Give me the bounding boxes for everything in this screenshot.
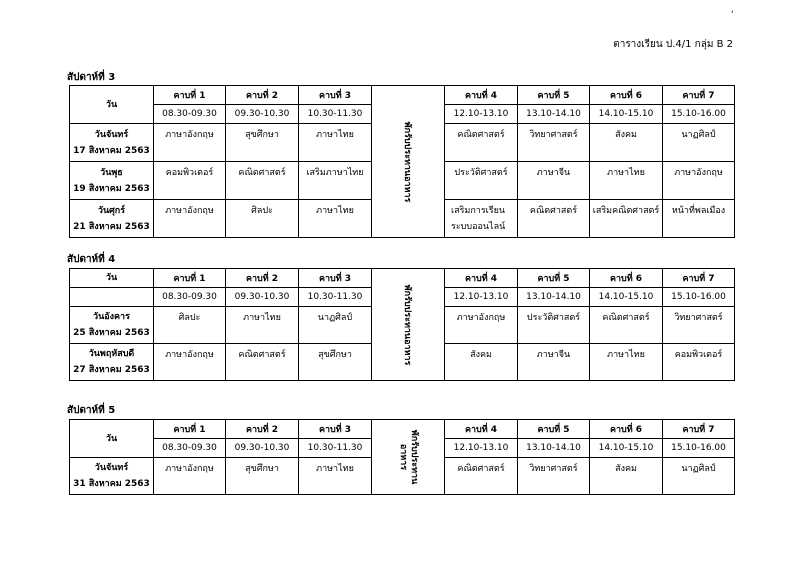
subject-cell: ภาษาอังกฤษ xyxy=(445,307,518,344)
period-2-time: 09.30-10.30 xyxy=(226,105,299,124)
subject-cell: ประวัติศาสตร์ xyxy=(518,307,590,344)
period-3-header: คาบที่ 3 xyxy=(299,420,372,439)
period-5-time: 13.10-14.10 xyxy=(518,105,590,124)
period-7-header: คาบที่ 7 xyxy=(663,420,735,439)
period-4-header: คาบที่ 4 xyxy=(445,269,518,288)
period-7-time: 15.10-16.00 xyxy=(663,105,735,124)
subject-cell: ภาษาไทย xyxy=(226,307,299,344)
period-3-time: 10.30-11.30 xyxy=(299,439,372,458)
page-mark: ‘ xyxy=(731,10,734,20)
lunch-break: พักรับประทานอาหาร xyxy=(372,269,445,381)
period-7-time: 15.10-16.00 xyxy=(663,288,735,307)
lunch-break: พักรับประทานอาหาร xyxy=(372,86,445,238)
subject-cell: คอมพิวเตอร์ xyxy=(154,162,226,200)
period-5-header: คาบที่ 5 xyxy=(518,269,590,288)
subject-cell: สุขศึกษา xyxy=(226,458,299,495)
period-2-header: คาบที่ 2 xyxy=(226,86,299,105)
period-7-header: คาบที่ 7 xyxy=(663,269,735,288)
subject-cell: ภาษาไทย xyxy=(299,124,372,162)
subject-cell: เสริมคณิตศาสตร์ xyxy=(590,200,663,238)
period-7-time: 15.10-16.00 xyxy=(663,439,735,458)
subject-cell: ประวัติศาสตร์ xyxy=(445,162,518,200)
day-cell: วันพฤหัสบดี 27 สิงหาคม 2563 xyxy=(70,344,154,381)
subject-cell: หน้าที่พลเมือง xyxy=(663,200,735,238)
period-2-header: คาบที่ 2 xyxy=(226,420,299,439)
period-7-header: คาบที่ 7 xyxy=(663,86,735,105)
period-5-header: คาบที่ 5 xyxy=(518,86,590,105)
page-title: ตารางเรียน ป.4/1 กลุ่ม B 2 xyxy=(613,39,733,50)
day-cell: วันจันทร์ 31 สิงหาคม 2563 xyxy=(70,458,154,495)
week-3-table xyxy=(69,85,735,238)
subject-cell: นาฏศิลป์ xyxy=(663,458,735,495)
period-6-time: 14.10-15.10 xyxy=(590,105,663,124)
period-6-header: คาบที่ 6 xyxy=(590,420,663,439)
week-4-title: สัปดาห์ที่ 4 xyxy=(67,254,116,265)
week-3-title: สัปดาห์ที่ 3 xyxy=(67,72,116,83)
period-6-header: คาบที่ 6 xyxy=(590,269,663,288)
subject-cell: เสริมภาษาไทย xyxy=(299,162,372,200)
period-2-time: 09.30-10.30 xyxy=(226,439,299,458)
period-1-time: 08.30-09.30 xyxy=(154,105,226,124)
subject-cell: ศิลปะ xyxy=(226,200,299,238)
subject-cell: ภาษาอังกฤษ xyxy=(154,458,226,495)
subject-cell: ภาษาจีน xyxy=(518,344,590,381)
subject-cell: ภาษาอังกฤษ xyxy=(663,162,735,200)
subject-cell: สังคม xyxy=(590,458,663,495)
subject-cell: ภาษาอังกฤษ xyxy=(154,124,226,162)
period-4-header: คาบที่ 4 xyxy=(445,86,518,105)
subject-cell: ภาษาจีน xyxy=(518,162,590,200)
subject-cell: ภาษาไทย xyxy=(590,344,663,381)
subject-cell: สุขศึกษา xyxy=(226,124,299,162)
day-header: วัน xyxy=(70,420,154,458)
day-header: วัน xyxy=(70,269,154,288)
period-6-time: 14.10-15.10 xyxy=(590,288,663,307)
subject-cell: วิทยาศาสตร์ xyxy=(518,458,590,495)
period-3-time: 10.30-11.30 xyxy=(299,105,372,124)
period-1-time: 08.30-09.30 xyxy=(154,439,226,458)
period-4-time: 12.10-13.10 xyxy=(445,288,518,307)
period-2-time: 09.30-10.30 xyxy=(226,288,299,307)
period-1-header: คาบที่ 1 xyxy=(154,420,226,439)
subject-cell: สังคม xyxy=(590,124,663,162)
week-5-table xyxy=(69,419,735,495)
subject-cell: คอมพิวเตอร์ xyxy=(663,344,735,381)
period-1-header: คาบที่ 1 xyxy=(154,86,226,105)
subject-cell: วิทยาศาสตร์ xyxy=(663,307,735,344)
period-6-header: คาบที่ 6 xyxy=(590,86,663,105)
period-4-time: 12.10-13.10 xyxy=(445,439,518,458)
subject-cell: สุขศึกษา xyxy=(299,344,372,381)
subject-cell: นาฏศิลป์ xyxy=(663,124,735,162)
subject-cell: วิทยาศาสตร์ xyxy=(518,124,590,162)
subject-cell: คณิตศาสตร์ xyxy=(518,200,590,238)
week-5-title: สัปดาห์ที่ 5 xyxy=(67,405,116,416)
day-cell: วันพุธ 19 สิงหาคม 2563 xyxy=(70,162,154,200)
day-cell: วันศุกร์ 21 สิงหาคม 2563 xyxy=(70,200,154,238)
period-4-header: คาบที่ 4 xyxy=(445,420,518,439)
period-1-header: คาบที่ 1 xyxy=(154,269,226,288)
day-cell: วันจันทร์ 17 สิงหาคม 2563 xyxy=(70,124,154,162)
week-4-table xyxy=(69,268,735,381)
subject-cell: เสริมการเรียน ระบบออนไลน์ xyxy=(445,200,518,238)
period-2-header: คาบที่ 2 xyxy=(226,269,299,288)
period-5-time: 13.10-14.10 xyxy=(518,288,590,307)
subject-cell: นาฏศิลป์ xyxy=(299,307,372,344)
day-header: วัน xyxy=(70,86,154,124)
period-5-header: คาบที่ 5 xyxy=(518,420,590,439)
period-3-time: 10.30-11.30 xyxy=(299,288,372,307)
period-6-time: 14.10-15.10 xyxy=(590,439,663,458)
subject-cell: คณิตศาสตร์ xyxy=(445,458,518,495)
period-5-time: 13.10-14.10 xyxy=(518,439,590,458)
subject-cell: คณิตศาสตร์ xyxy=(226,344,299,381)
subject-cell: ภาษาไทย xyxy=(299,200,372,238)
subject-cell: ศิลปะ xyxy=(154,307,226,344)
day-cell: วันอังคาร 25 สิงหาคม 2563 xyxy=(70,307,154,344)
lunch-break: พักรับประทาน อาหาร xyxy=(372,420,445,495)
period-3-header: คาบที่ 3 xyxy=(299,86,372,105)
subject-cell: คณิตศาสตร์ xyxy=(590,307,663,344)
subject-cell: ภาษาไทย xyxy=(299,458,372,495)
subject-cell: ภาษาอังกฤษ xyxy=(154,200,226,238)
subject-cell: ภาษาอังกฤษ xyxy=(154,344,226,381)
subject-cell: สังคม xyxy=(445,344,518,381)
period-4-time: 12.10-13.10 xyxy=(445,105,518,124)
subject-cell: ภาษาไทย xyxy=(590,162,663,200)
subject-cell: คณิตศาสตร์ xyxy=(226,162,299,200)
period-3-header: คาบที่ 3 xyxy=(299,269,372,288)
period-1-time: 08.30-09.30 xyxy=(154,288,226,307)
subject-cell: คณิตศาสตร์ xyxy=(445,124,518,162)
